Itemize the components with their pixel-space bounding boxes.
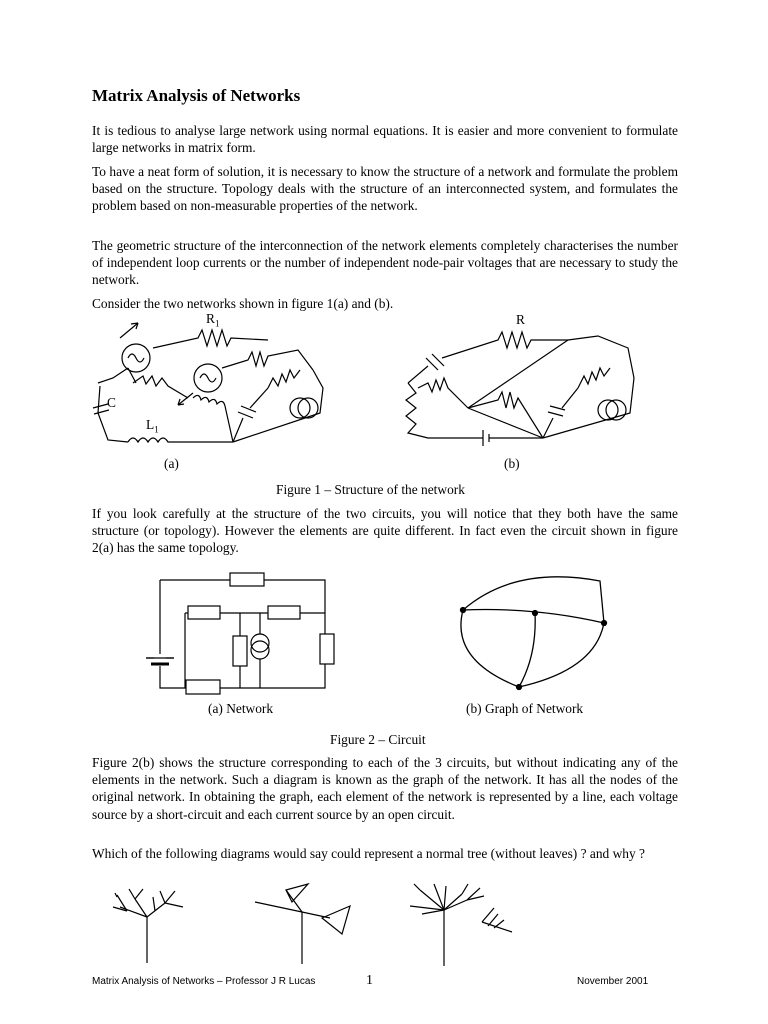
fig1a-tag: (a): [164, 456, 179, 471]
figure-2a-caption: (a) Network: [208, 701, 274, 716]
fig1b-r-label: R: [516, 312, 525, 327]
paragraph-4: Consider the two networks shown in figure 1(a) and (b).: [92, 296, 394, 311]
footer-title: Matrix Analysis of Networks – Professor J R Lucas: [92, 976, 316, 987]
page-title: Matrix Analysis of Networks: [92, 86, 301, 105]
paragraph-6: Figure 2(b) shows the structure corresponding to each of the 3 circuits, but without indicating any of the elements in the network. Such a diagram is known as the graph of the network. It has all the nodes of the original network. In obtaining the graph, each element of the network is represented by a line, each voltage source by a short-circuit and each current source by an open circuit.: [92, 755, 678, 822]
paragraph-2: To have a neat form of solution, it is necessary to know the structure of a network and formulate the problem based on the structure. Topology deals with the structure of an interconnected system, and formulates the problem based on non-measurable properties of the network.: [92, 164, 678, 214]
tree-diagram-2: [250, 880, 360, 965]
tree-diagram-1: [105, 885, 195, 965]
figure-1a-circuit: [88, 308, 348, 458]
figure-1b-circuit: [398, 318, 648, 458]
footer-date: November 2001: [577, 976, 649, 987]
figure-2b-caption: (b) Graph of Network: [466, 701, 584, 716]
paragraph-5: If you look carefully at the structure of the two circuits, you will notice that they both have the same structure (or topology). However the elements are quite different. In fact even the circuit shown in figure 2(a) has the same topology.: [92, 506, 678, 556]
fig1a-l1-label: $L_1$: [146, 417, 159, 435]
tree-diagram-3: [402, 880, 522, 968]
footer-page-number: 1: [366, 973, 373, 988]
fig1a-r1-label: $R_1$: [206, 311, 220, 329]
figure-2-caption: Figure 2 – Circuit: [330, 732, 426, 747]
paragraph-3: The geometric structure of the interconnection of the network elements completely characterises the number of independent loop currents or the number of independent node-pair voltages that are necessary to study the network.: [92, 238, 678, 288]
figure-1-caption: Figure 1 – Structure of the network: [276, 482, 465, 497]
paragraph-1: It is tedious to analyse large network using normal equations. It is easier and more convenient to formulate large networks in matrix form.: [92, 123, 678, 156]
fig1a-c-label: C: [107, 395, 116, 410]
figure-2b-graph: [455, 575, 615, 695]
figure-2a-network: [140, 568, 340, 698]
paragraph-7: Which of the following diagrams would say could represent a normal tree (without leaves) ? and why ?: [92, 846, 645, 861]
fig1b-tag: (b): [504, 456, 520, 471]
